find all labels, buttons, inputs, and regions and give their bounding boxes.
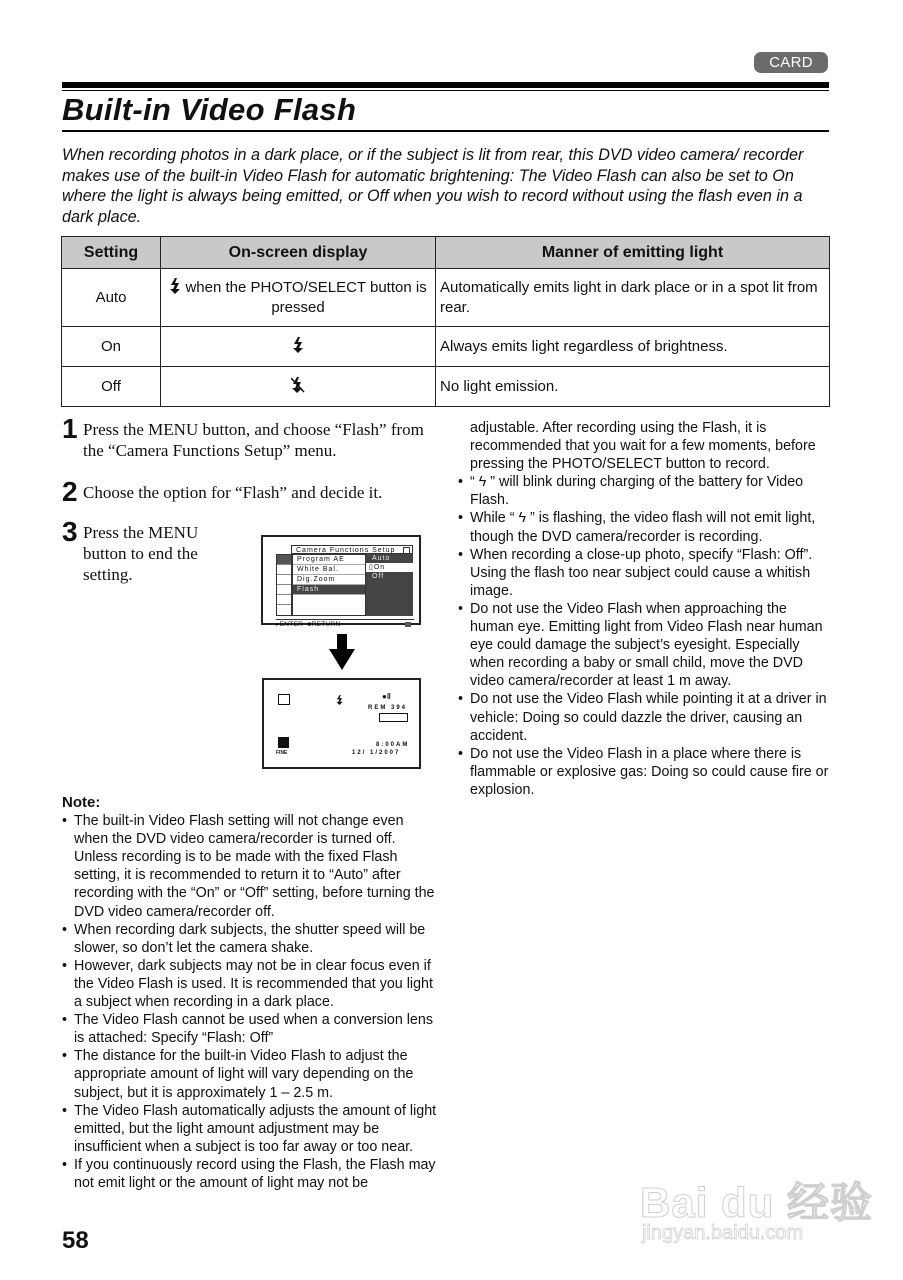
menu-category-icons [276,554,292,616]
intro-paragraph: When recording photos in a dark place, or if the subject is lit from rear, this DVD video camera/ recorder makes use of the built-in Video Flash for automatic brightening: The Video Flash can also be set to On where the light is always being emitted, or Off when you wish to record without using the flash even in a dark place. [62,146,804,226]
menu-option: Auto [372,555,391,562]
column-header-display: On-screen display [161,237,436,269]
table-row [62,327,830,367]
menu-title-text: Camera Functions Setup [296,547,396,554]
step-text: Press the MENU button, and choose “Flash” from the “Camera Functions Setup” menu. [83,420,424,460]
setting-cell: Off [62,367,161,407]
note-item: • The Video Flash cannot be used when a conversion lens is attached: Specify “Flash: Off” [62,1011,437,1047]
note-item: • The distance for the built-in Video Flash to adjust the appropriate amount of light will vary depending on the subject, but it is approximately 1 – 2.5 m. [62,1047,437,1101]
battery-icon [379,713,408,722]
menu-title [291,545,413,554]
step-text: Press the MENU button to end the setting. [83,523,199,584]
column-header-manner: Manner of emitting light [436,237,830,269]
notes-list [458,419,833,799]
notes-heading: Note: [62,794,101,811]
blank-slot [277,605,291,614]
menu-screen-illustration [261,535,421,628]
record-setup-icon [277,575,291,585]
section-badge: CARD [754,52,828,73]
note-item: • While “ ϟ ” is flashing, the video flash will not emit light, though the DVD camera/recorder is recording. [458,509,833,545]
menu-item-selected: Flash [293,585,365,595]
camera-icon [277,555,291,565]
note-item: • Do not use the Video Flash when approaching the human eye. Emitting light from Video Flash near human eye could damage the subject’s eyesight. Especially when recording a baby or small child, move the DVD video camera/recorder at least 1 m away. [458,600,833,690]
menu-footer [276,619,414,629]
setting-cell: Auto [62,269,161,327]
baidu-watermark [640,1150,880,1260]
menu-item-list [292,554,366,616]
note-item: • If you continuously record using the Flash, the Flash may not emit light or the amount of light may not be [62,1156,437,1192]
date-display: 12/ 1/2007 [352,750,401,756]
note-item: • When recording a close-up photo, specify “Flash: Off”. Using the flash too near subject could cause a whitish image. [458,546,833,600]
note-item: • When recording dark subjects, the shutter speed will be slower, so don’t let the camera shake. [62,921,437,957]
flash-on-icon [292,337,304,353]
setting-cell: On [62,327,161,367]
quality-label: FINE [276,750,288,756]
enter-icon: ▸ [276,621,280,628]
table-row [62,367,830,407]
page-number: 58 [62,1227,89,1254]
display-text: when the PHOTO/SELECT button is pressed [185,278,427,316]
display-cell [161,367,436,407]
enter-label: ENTER [279,621,304,628]
watermark-url: jingyan.baidu.com [642,1222,804,1244]
quality-icon [278,737,289,748]
return-icon: ■ [307,621,312,628]
menu-item: White Bal. [293,565,365,575]
note-item: • The built-in Video Flash setting will not change even when the DVD video camera/recorder is turned off. Unless recording is to be made with the fixed Flash setting, it is recommended to return it to “Auto” after recording with the “On” or “Off” setting, before turning the DVD video camera/recorder off. [62,812,437,921]
header-rule-thin [62,90,829,91]
display-cell [161,269,436,327]
disc-icon [405,622,411,627]
page-title: Built-in Video Flash [62,92,357,127]
manner-cell: Automatically emits light in dark place or in a spot lit from rear. [436,269,830,327]
card-icon [403,547,410,554]
time-display: 8:00AM [376,742,410,748]
note-item-continued: adjustable. After recording using the Flash, it is recommended that you wait for a few moments, before pressing the PHOTO/SELECT button to record. [470,420,816,473]
header-rule-thick [62,82,829,88]
step-1 [62,413,432,461]
column-header-setting: Setting [62,237,161,269]
note-item: • “ ϟ ” will blink during charging of the battery for Video Flash. [458,473,833,509]
step-3 [62,516,222,585]
wrench-icon [277,595,291,605]
return-label: RETURN [311,621,341,628]
menu-option-list [366,554,413,616]
title-underline [62,130,829,132]
step-text: Choose the option for “Flash” and decide it. [83,483,383,502]
display-icon [277,585,291,595]
remaining-count: REM 394 [368,705,408,711]
table-row [62,269,830,327]
color-icon [277,565,291,575]
display-cell [161,327,436,367]
menu-item: Program AE [293,555,365,565]
record-screen-illustration [262,678,421,769]
table-header-row [62,237,830,269]
watermark-logo: Bai du 经验 [640,1179,874,1226]
note-item: • Do not use the Video Flash in a place where there is flammable or explosive gas: Doing so could cause fire or explosion. [458,745,833,799]
notes-left-column [62,794,437,1192]
flash-off-icon [291,377,305,393]
camera-menu [276,545,414,617]
step-number: 2 [62,476,78,507]
step-number: 1 [62,413,78,444]
manner-cell: Always emits light regardless of brightness. [436,327,830,367]
step-2 [62,476,432,507]
notes-right-column [458,419,833,799]
note-item: • Do not use the Video Flash while pointing it at a driver in vehicle: Doing so could dazzle the driver, causing an accident. [458,690,833,744]
menu-option-selected: ▯On [366,563,413,572]
record-indicator: ●‖ [382,692,391,701]
step-number: 3 [62,516,78,547]
flash-on-icon [335,695,344,705]
menu-item: Dig.Zoom [293,575,365,585]
flash-settings-table [61,236,830,407]
notes-list [62,812,437,1192]
card-icon [278,694,290,705]
note-item: • The Video Flash automatically adjusts the amount of light emitted, but the light amount adjustment may be insufficient when a subject is too far away or too near. [62,1102,437,1156]
manner-cell: No light emission. [436,367,830,407]
flash-auto-icon [169,278,181,294]
menu-option: Off [372,573,385,580]
note-item: • However, dark subjects may not be in clear focus even if the Video Flash is used. It is recommended that you light a subject when recording in a dark place. [62,957,437,1011]
